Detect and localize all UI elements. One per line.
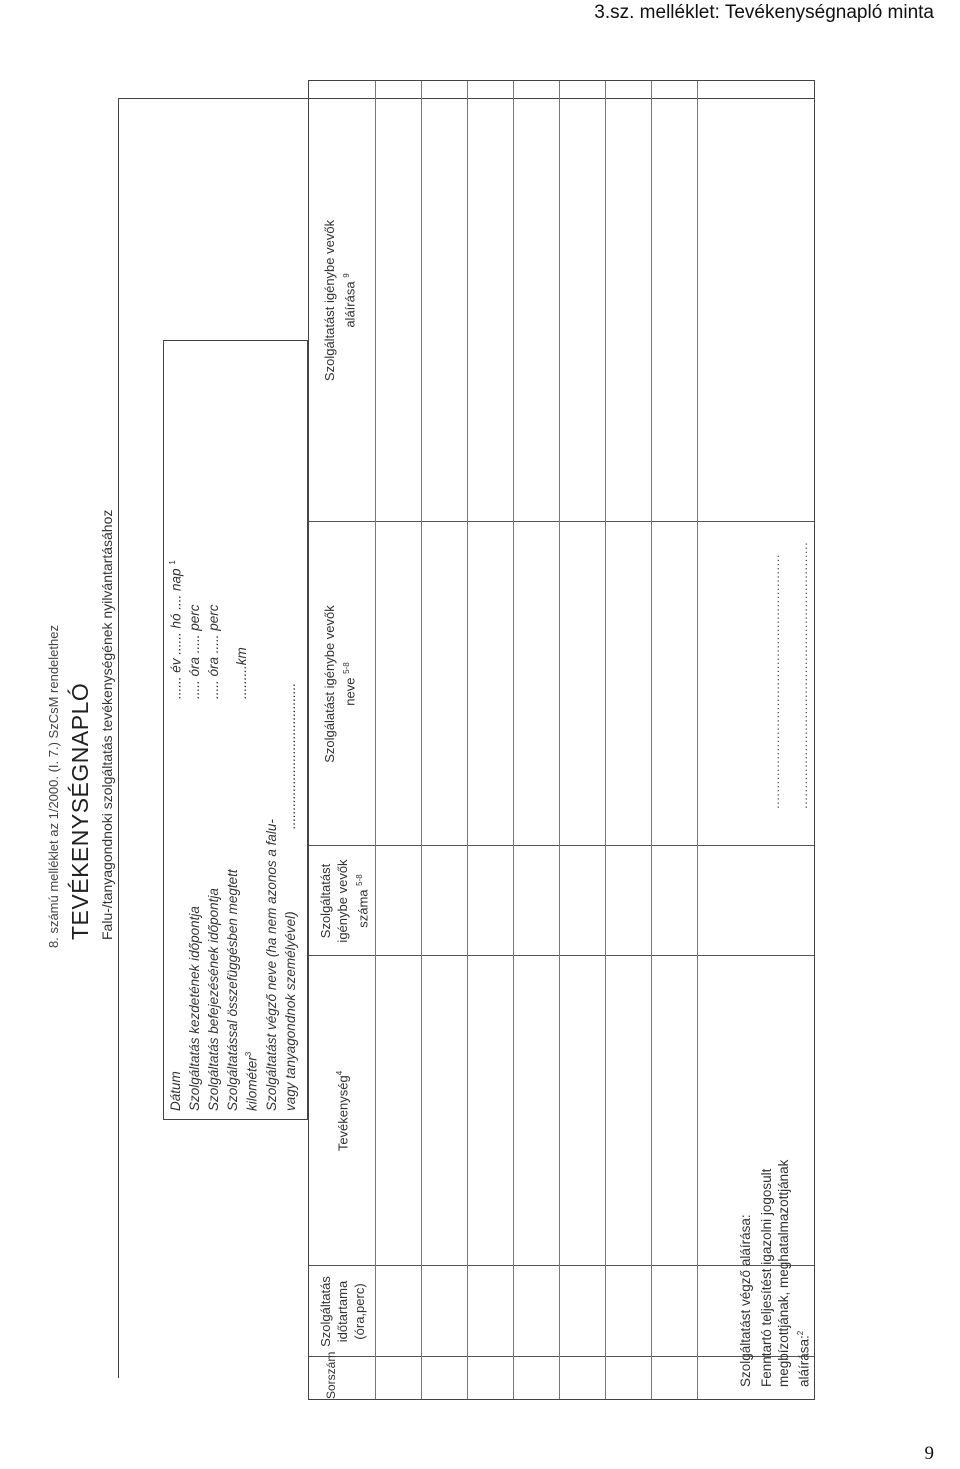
header-count (309, 846, 371, 956)
header-activity (309, 956, 351, 1266)
header-duration (309, 1266, 368, 1357)
table-row (467, 81, 468, 1399)
km-label: kilométer (244, 1056, 260, 1111)
maintainer-signature-footnote: 2 (796, 1330, 805, 1336)
header-count-footnote: 5-8 (355, 874, 364, 886)
header-names (309, 522, 358, 846)
table-row (605, 81, 606, 1399)
km-label-line-2 (244, 1052, 260, 1111)
header-serial: Sorszám (324, 1351, 338, 1399)
table-row (559, 81, 560, 1399)
header-activity-footnote: 4 (335, 1070, 344, 1076)
table-row (513, 81, 514, 1399)
decree-reference: 8. számú melléklet az 1/2000. (I. 7.) SzCsM rendelethez (46, 625, 61, 948)
date-field[interactable] (168, 560, 184, 699)
provider-signature-line[interactable]: .............................................................. (767, 554, 782, 809)
header-signature-line-2 (338, 79, 358, 522)
table-row (421, 81, 422, 1399)
header-count-label: száma (355, 889, 371, 928)
header-duration-line-3: (óra,perc) (352, 1283, 367, 1340)
header-names-footnote: 5-8 (342, 662, 351, 674)
header-count-line-3 (351, 846, 371, 956)
form-title: TEVÉKENYSÉGNAPLÓ (67, 682, 93, 940)
rotated-form-sheet (45, 80, 815, 1400)
start-field[interactable]: ..... óra ..... perc (187, 604, 202, 699)
provider-signature-label: Szolgáltatást végző aláírása: (738, 1214, 753, 1387)
header-count-line-2: igénybe vevők (335, 859, 350, 943)
provider-label-line-2: vagy tanyagondnok személyével) (283, 911, 298, 1111)
date-value: ...... év ...... hó .... nap (168, 568, 184, 699)
end-label: Szolgáltatás befejezésének időpontja (206, 888, 221, 1111)
signature-block (737, 827, 813, 1387)
header-signature-line-1: Szolgáltatást igénybe vevők (322, 219, 337, 382)
column-divider (309, 521, 814, 522)
header-count-line-1: Szolgáltatást (318, 863, 333, 939)
km-label-line-1: Szolgáltatással összefüggésben megtett (225, 869, 240, 1111)
maintainer-signature-line-3 (792, 827, 813, 1387)
km-field[interactable]: .........km (234, 647, 249, 699)
maintainer-signature-label: aláírása: (796, 1335, 812, 1387)
table-row (697, 81, 698, 1399)
header-signature-footnote: 9 (342, 273, 351, 278)
header-duration-line-1: Szolgáltatás (318, 1276, 333, 1347)
provider-field[interactable]: ....................................... (283, 682, 298, 829)
form-subtitle: Falu-/tanyagondnoki szolgáltatás tevékenységének nyilvántartásához (99, 509, 115, 940)
date-label: Dátum (168, 1071, 183, 1111)
end-field[interactable]: ..... óra ..... perc (206, 604, 221, 699)
table-row (651, 81, 652, 1399)
date-footnote: 1 (168, 560, 177, 565)
header-signature (309, 79, 358, 522)
start-label: Szolgáltatás kezdetének időpontja (187, 906, 202, 1111)
info-box (163, 340, 308, 1120)
provider-label-line-1: Szolgáltatást végző neve (ha nem azonos a falu- (264, 819, 279, 1111)
activity-table (308, 80, 815, 1400)
maintainer-signature-line[interactable]: ................................................................. (795, 541, 810, 809)
maintainer-signature-line-1: Fenntartó teljesítést igazolni jogosult (759, 1168, 774, 1387)
km-footnote: 3 (244, 1051, 253, 1057)
maintainer-signature-line-2: megbízottjának, meghatalmazottjának (776, 1159, 791, 1387)
header-names-line-1: Szolgálatást igénybe vevők (322, 605, 337, 763)
page-number: 9 (924, 1443, 934, 1464)
header-signature-label: aláírása (342, 281, 358, 328)
header-duration-line-2: időtartama (335, 1280, 350, 1343)
header-names-label: neve (342, 677, 358, 706)
table-row (375, 81, 376, 1399)
header-names-line-2 (338, 522, 358, 846)
header-activity-label: Tevékenység (335, 1075, 351, 1152)
annex-title: 3.sz. melléklet: Tevékenységnapló minta (594, 2, 934, 23)
